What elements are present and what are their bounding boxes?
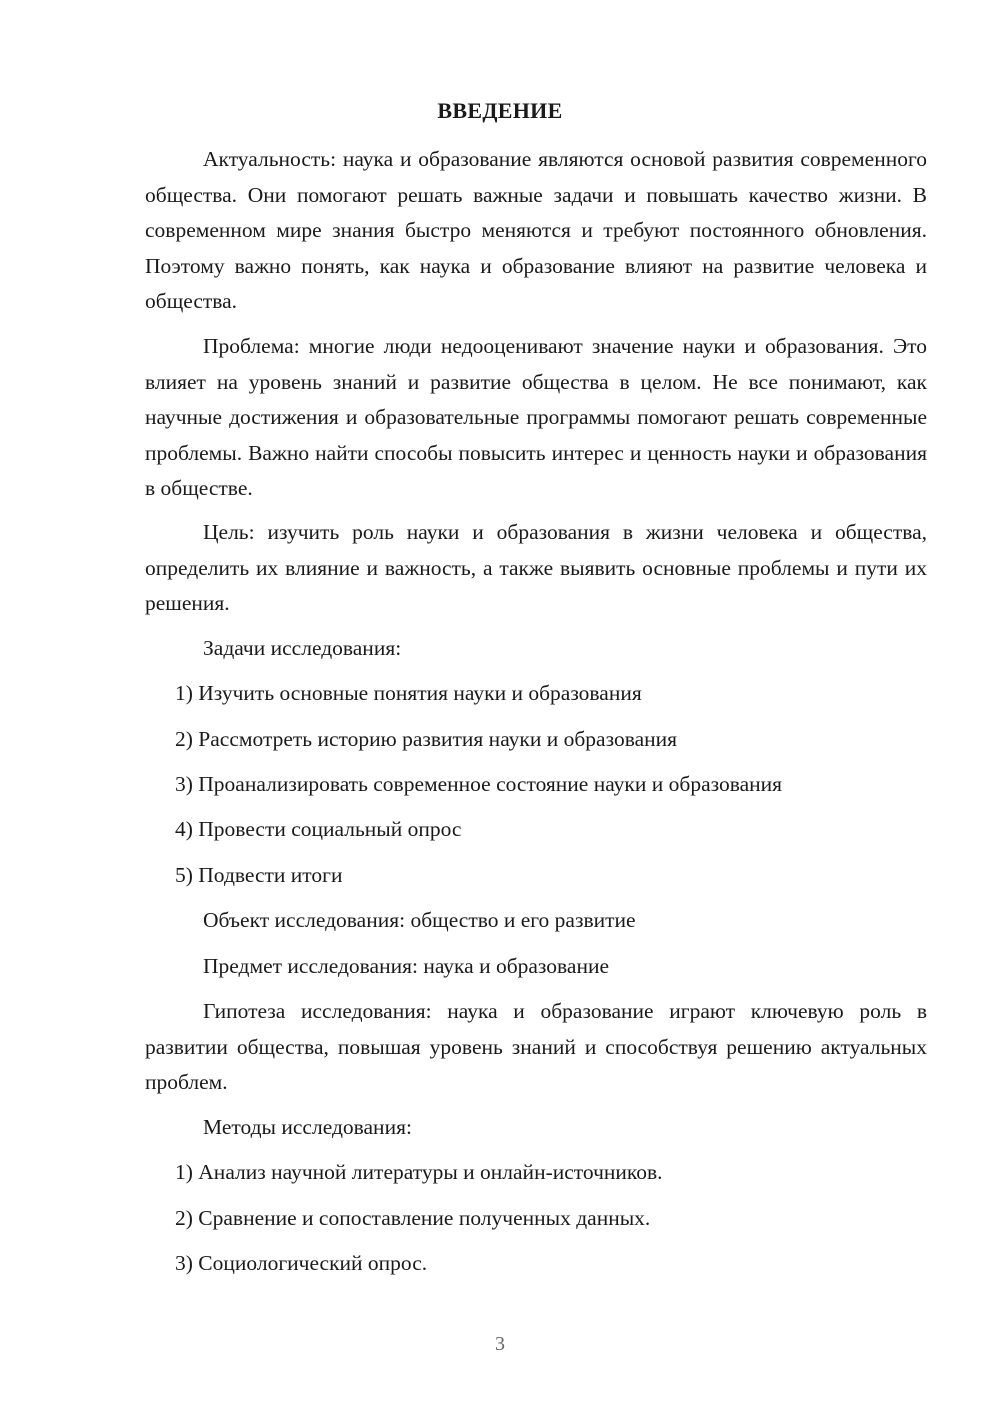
method-item: 3) Социологический опрос.: [175, 1251, 428, 1275]
page-title: ВВЕДЕНИЕ: [437, 98, 563, 123]
problem-paragraph: Проблема: многие люди недооценивают значение науки и образования. Это влияет на уровень знаний и развитие общества в целом. Не все понимают, как научные достижения и образовательные программы помогают решать современные проблемы. Важно найти способы повысить интерес и ценность науки и образования в обществе.: [145, 334, 927, 500]
task-item: 2) Рассмотреть историю развития науки и образования: [175, 727, 678, 751]
relevance-paragraph: Актуальность: наука и образование являются основой развития современного общества. Они помогают решать важные задачи и повышать качество жизни. В современном мире знания быстро меняются и требуют постоянного обновления. Поэтому важно понять, как наука и образование влияют на развитие человека и общества.: [145, 147, 927, 313]
task-item: 5) Подвести итоги: [175, 863, 343, 887]
page-number: 3: [495, 1333, 505, 1355]
tasks-heading: Задачи исследования:: [203, 636, 402, 660]
task-item: 3) Проанализировать современное состояние науки и образования: [175, 772, 783, 796]
method-item: 2) Сравнение и сопоставление полученных данных.: [175, 1206, 651, 1230]
goal-paragraph: Цель: изучить роль науки и образования в жизни человека и общества, определить их влияние и важность, а также выявить основные проблемы и пути их решения.: [145, 520, 927, 615]
methods-heading: Методы исследования:: [203, 1115, 412, 1139]
research-subject: Предмет исследования: наука и образование: [203, 954, 610, 978]
method-item: 1) Анализ научной литературы и онлайн-источников.: [175, 1160, 663, 1184]
hypothesis-paragraph: Гипотеза исследования: наука и образование играют ключевую роль в развитии общества, повышая уровень знаний и способствуя решению актуальных проблем.: [145, 999, 927, 1094]
task-item: 4) Провести социальный опрос: [175, 817, 462, 841]
research-object: Объект исследования: общество и его развитие: [203, 908, 636, 932]
task-item: 1) Изучить основные понятия науки и образования: [175, 681, 642, 705]
